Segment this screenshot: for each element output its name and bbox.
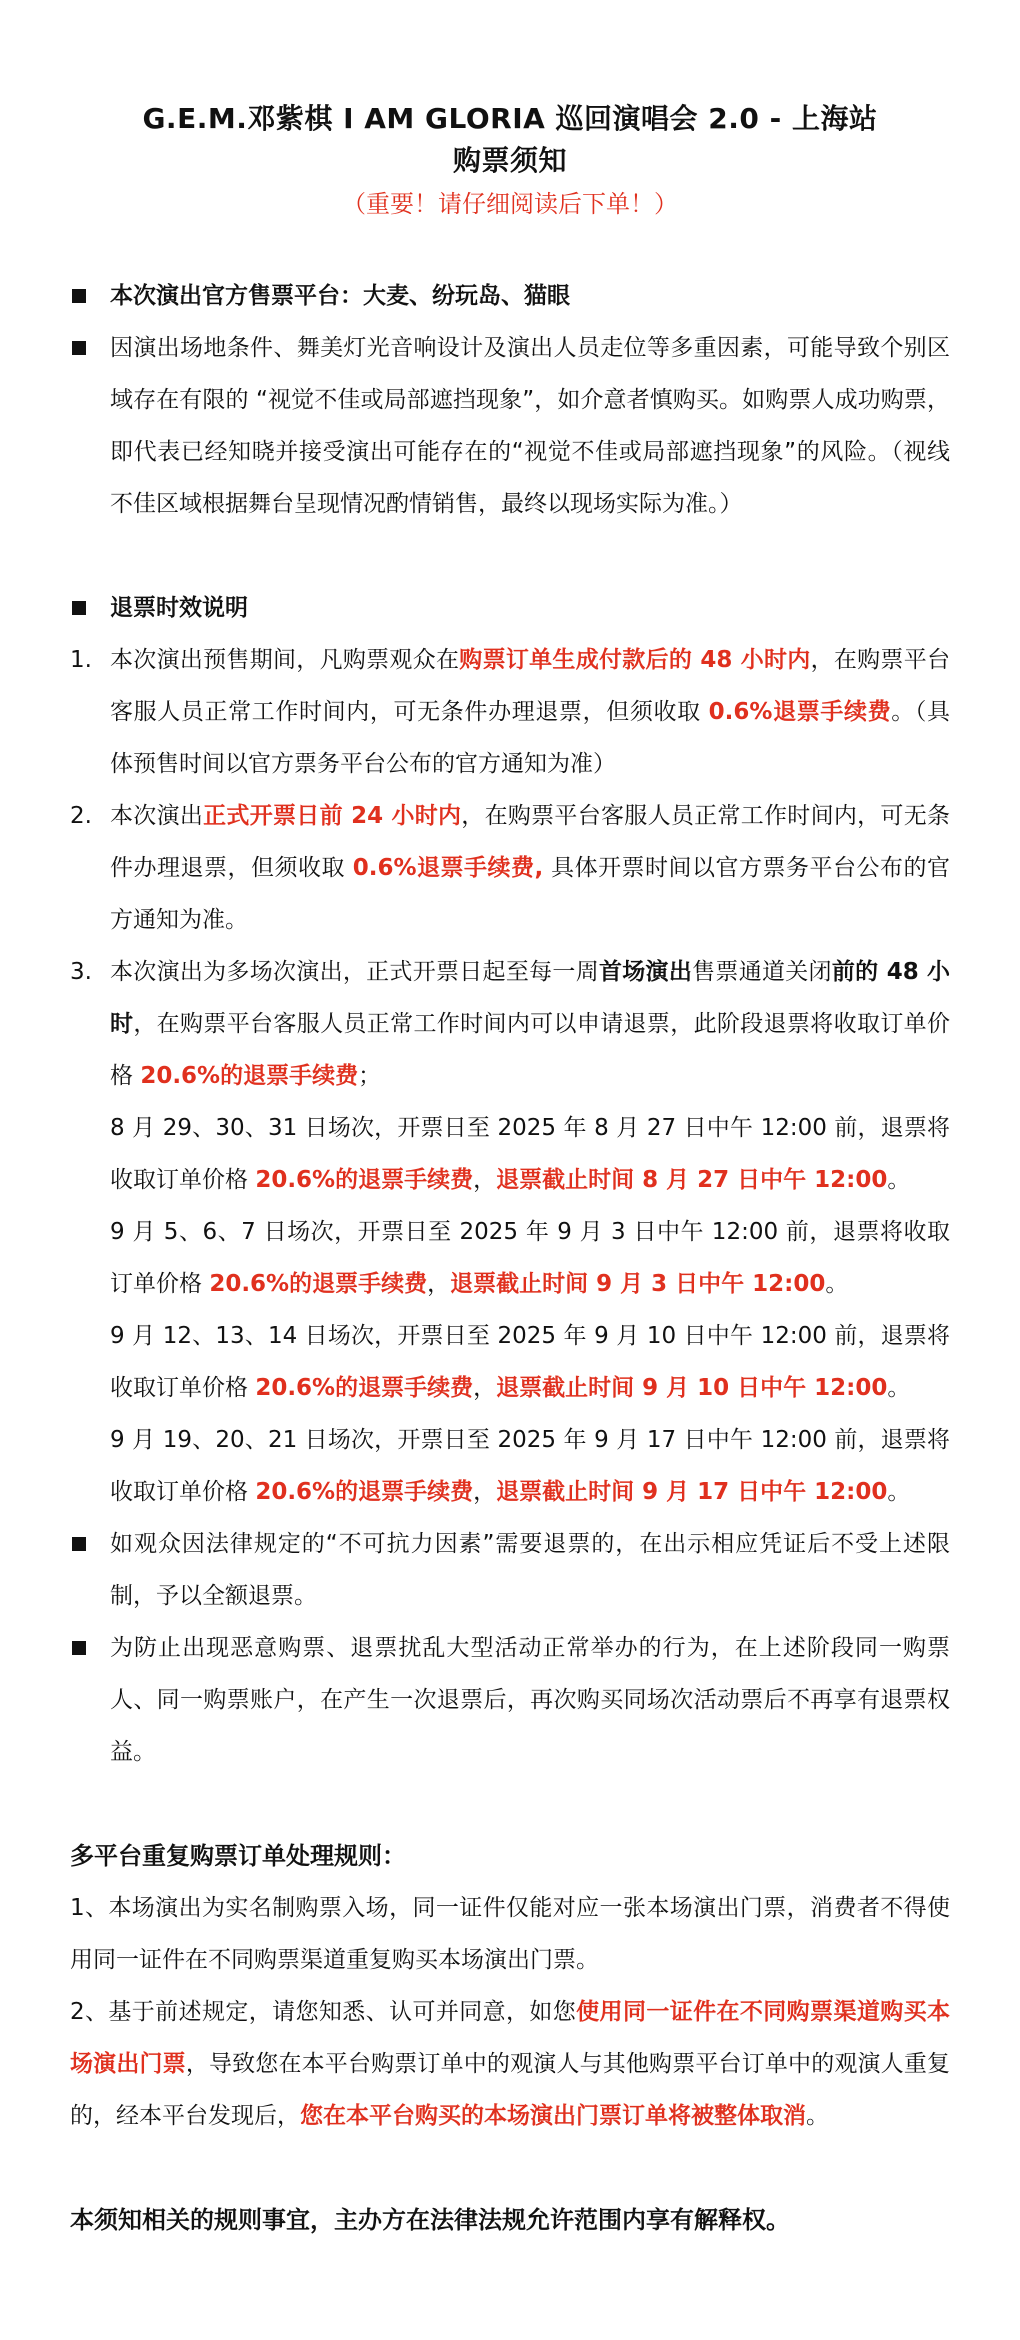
refund-item-2 bbox=[70, 790, 950, 946]
refund-item-3 bbox=[70, 946, 950, 1102]
text-run: 本次演出预售期间，凡购票观众在 bbox=[110, 647, 460, 673]
highlight-fee: 20.6%的退票手续费 bbox=[209, 1271, 428, 1297]
highlight-deadline: 退票截止时间 9 月 3 日中午 12:00 bbox=[450, 1271, 826, 1297]
highlight-same-id: 使用同一证件在不同购票渠道购买本场演出门票 bbox=[70, 1999, 950, 2077]
text-run: ， bbox=[473, 1167, 497, 1193]
anti-abuse-bullet bbox=[70, 1622, 950, 1778]
refund-item-3-text bbox=[110, 946, 950, 1102]
highlight-deadline: 退票截止时间 8 月 27 日中午 12:00 bbox=[496, 1167, 888, 1193]
text-run: ； bbox=[358, 1063, 382, 1089]
text-run: 2、基于前述规定，请您知悉、认可并同意，如您 bbox=[70, 1999, 577, 2025]
bold-48h: 前的 48 小时 bbox=[110, 959, 951, 1037]
refund-item-1 bbox=[70, 634, 950, 790]
text-run: ，在购票平台客服人员正常工作时间内可以申请退票，此阶段退票将收取订单价格 bbox=[110, 1011, 951, 1089]
duplicate-rule-2 bbox=[70, 1986, 950, 2142]
text-run: 。 bbox=[825, 1271, 849, 1297]
highlight-fee: 20.6%的退票手续费 bbox=[255, 1167, 474, 1193]
highlight-fee: 0.6%退票手续费, bbox=[352, 855, 544, 881]
item-number: 1. bbox=[70, 647, 92, 673]
text-run: 。 bbox=[887, 1479, 911, 1505]
text-run: ， bbox=[427, 1271, 451, 1297]
official-platforms-text: 本次演出官方售票平台：大麦、纷玩岛、猫眼 bbox=[110, 283, 570, 309]
anti-abuse-text: 为防止出现恶意购票、退票扰乱大型活动正常举办的行为，在上述阶段同一购票人、同一购票账户，在产生一次退票后，再次购买同场次活动票后不再享有退票权益。 bbox=[110, 1635, 950, 1765]
refund-item-2-text bbox=[110, 790, 950, 946]
text-run: 。（具体预售时间以官方票务平台公布的官方通知为准） bbox=[110, 699, 951, 777]
highlight-fee: 0.6%退票手续费 bbox=[708, 699, 892, 725]
text-run: 9 月 19、20、21 日场次，开票日至 2025 年 9 月 17 日中午 12:00 前，退票将收取订单价格 bbox=[110, 1427, 950, 1505]
highlight-24h: 正式开票日前 24 小时内 bbox=[203, 803, 462, 829]
interpretation-statement: 本须知相关的规则事宜，主办方在法律法规允许范围内享有解释权。 bbox=[70, 2206, 790, 2234]
refund-heading bbox=[70, 582, 950, 634]
force-majeure-bullet bbox=[70, 1518, 950, 1622]
bold-first-show: 首场演出 bbox=[598, 959, 693, 985]
text-run: 。 bbox=[887, 1167, 911, 1193]
highlight-fee: 20.6%的退票手续费 bbox=[255, 1479, 474, 1505]
bullet-square-icon bbox=[70, 322, 110, 374]
text-run: ，在购票平台客服人员正常工作时间内，可无条件办理退票，但须收取 bbox=[110, 803, 950, 881]
highlight-fee: 20.6%的退票手续费 bbox=[140, 1063, 359, 1089]
duplicate-order-heading: 多平台重复购票订单处理规则： bbox=[70, 1842, 406, 1870]
text-run: 。 bbox=[887, 1375, 911, 1401]
official-platforms-bullet bbox=[70, 270, 950, 322]
important-notice: （重要！请仔细阅读后下单！） bbox=[342, 190, 678, 218]
text-run: 9 月 12、13、14 日场次，开票日至 2025 年 9 月 10 日中午 12:00 前，退票将收取订单价格 bbox=[110, 1323, 950, 1401]
schedule-row bbox=[70, 1310, 950, 1414]
view-obstruction-bullet bbox=[70, 322, 950, 530]
text-run: 售票通道关闭 bbox=[692, 959, 832, 985]
force-majeure-text: 如观众因法律规定的“不可抗力因素”需要退票的，在出示相应凭证后不受上述限制，予以全额退票。 bbox=[110, 1531, 950, 1609]
item-number: 3. bbox=[70, 959, 92, 985]
bullet-square-icon bbox=[70, 1622, 110, 1674]
highlight-deadline: 退票截止时间 9 月 10 日中午 12:00 bbox=[496, 1375, 888, 1401]
text-run: 9 月 5、6、7 日场次，开票日至 2025 年 9 月 3 日中午 12:00 前，退票将收取订单价格 bbox=[110, 1219, 950, 1297]
page-subtitle: 购票须知 bbox=[452, 144, 567, 177]
refund-item-1-text bbox=[110, 634, 950, 790]
refund-heading-text: 退票时效说明 bbox=[110, 595, 248, 621]
text-run: 8 月 29、30、31 日场次，开票日至 2025 年 8 月 27 日中午 12:00 前，退票将收取订单价格 bbox=[110, 1115, 950, 1193]
bullet-square-icon bbox=[70, 582, 110, 634]
highlight-48h: 购票订单生成付款后的 48 小时内 bbox=[459, 647, 811, 673]
schedule-row bbox=[70, 1206, 950, 1310]
text-run: 。 bbox=[806, 2103, 829, 2129]
highlight-cancel: 您在本平台购买的本场演出门票订单将被整体取消 bbox=[300, 2103, 806, 2129]
highlight-fee: 20.6%的退票手续费 bbox=[255, 1375, 474, 1401]
schedule-row bbox=[70, 1102, 950, 1206]
page-title: G.E.M.邓紫棋 I AM GLORIA 巡回演唱会 2.0 - 上海站 bbox=[142, 102, 878, 135]
text-run: 本次演出为多场次演出，正式开票日起至每一周 bbox=[110, 959, 599, 985]
bullet-square-icon bbox=[70, 1518, 110, 1570]
text-run: 具体开票时间以官方票务平台公布的官方通知为准。 bbox=[110, 855, 950, 933]
schedule-row bbox=[70, 1414, 950, 1518]
highlight-deadline: 退票截止时间 9 月 17 日中午 12:00 bbox=[496, 1479, 888, 1505]
text-run: ，在购票平台客服人员正常工作时间内，可无条件办理退票，但须收取 bbox=[110, 647, 951, 725]
text-run: ， bbox=[473, 1479, 497, 1505]
duplicate-rule-1: 1、本场演出为实名制购票入场，同一证件仅能对应一张本场演出门票，消费者不得使用同一证件在不同购票渠道重复购买本场演出门票。 bbox=[70, 1895, 950, 1973]
text-run: ，导致您在本平台购票订单中的观演人与其他购票平台订单中的观演人重复的，经本平台发现后， bbox=[70, 2051, 951, 2129]
view-obstruction-text: 因演出场地条件、舞美灯光音响设计及演出人员走位等多重因素，可能导致个别区域存在有限的 “视觉不佳或局部遮挡现象”，如介意者慎购买。如购票人成功购票，即代表已经知晓并接受演出可能存在的“视觉不佳或局部遮挡现象”的风险。（视线不佳区域根据舞台呈现情况酌情销售，最终以现场实际为准。） bbox=[110, 335, 950, 517]
bullet-square-icon bbox=[70, 270, 110, 322]
text-run: 本次演出 bbox=[110, 803, 204, 829]
item-number: 2. bbox=[70, 803, 92, 829]
text-run: ， bbox=[473, 1375, 497, 1401]
